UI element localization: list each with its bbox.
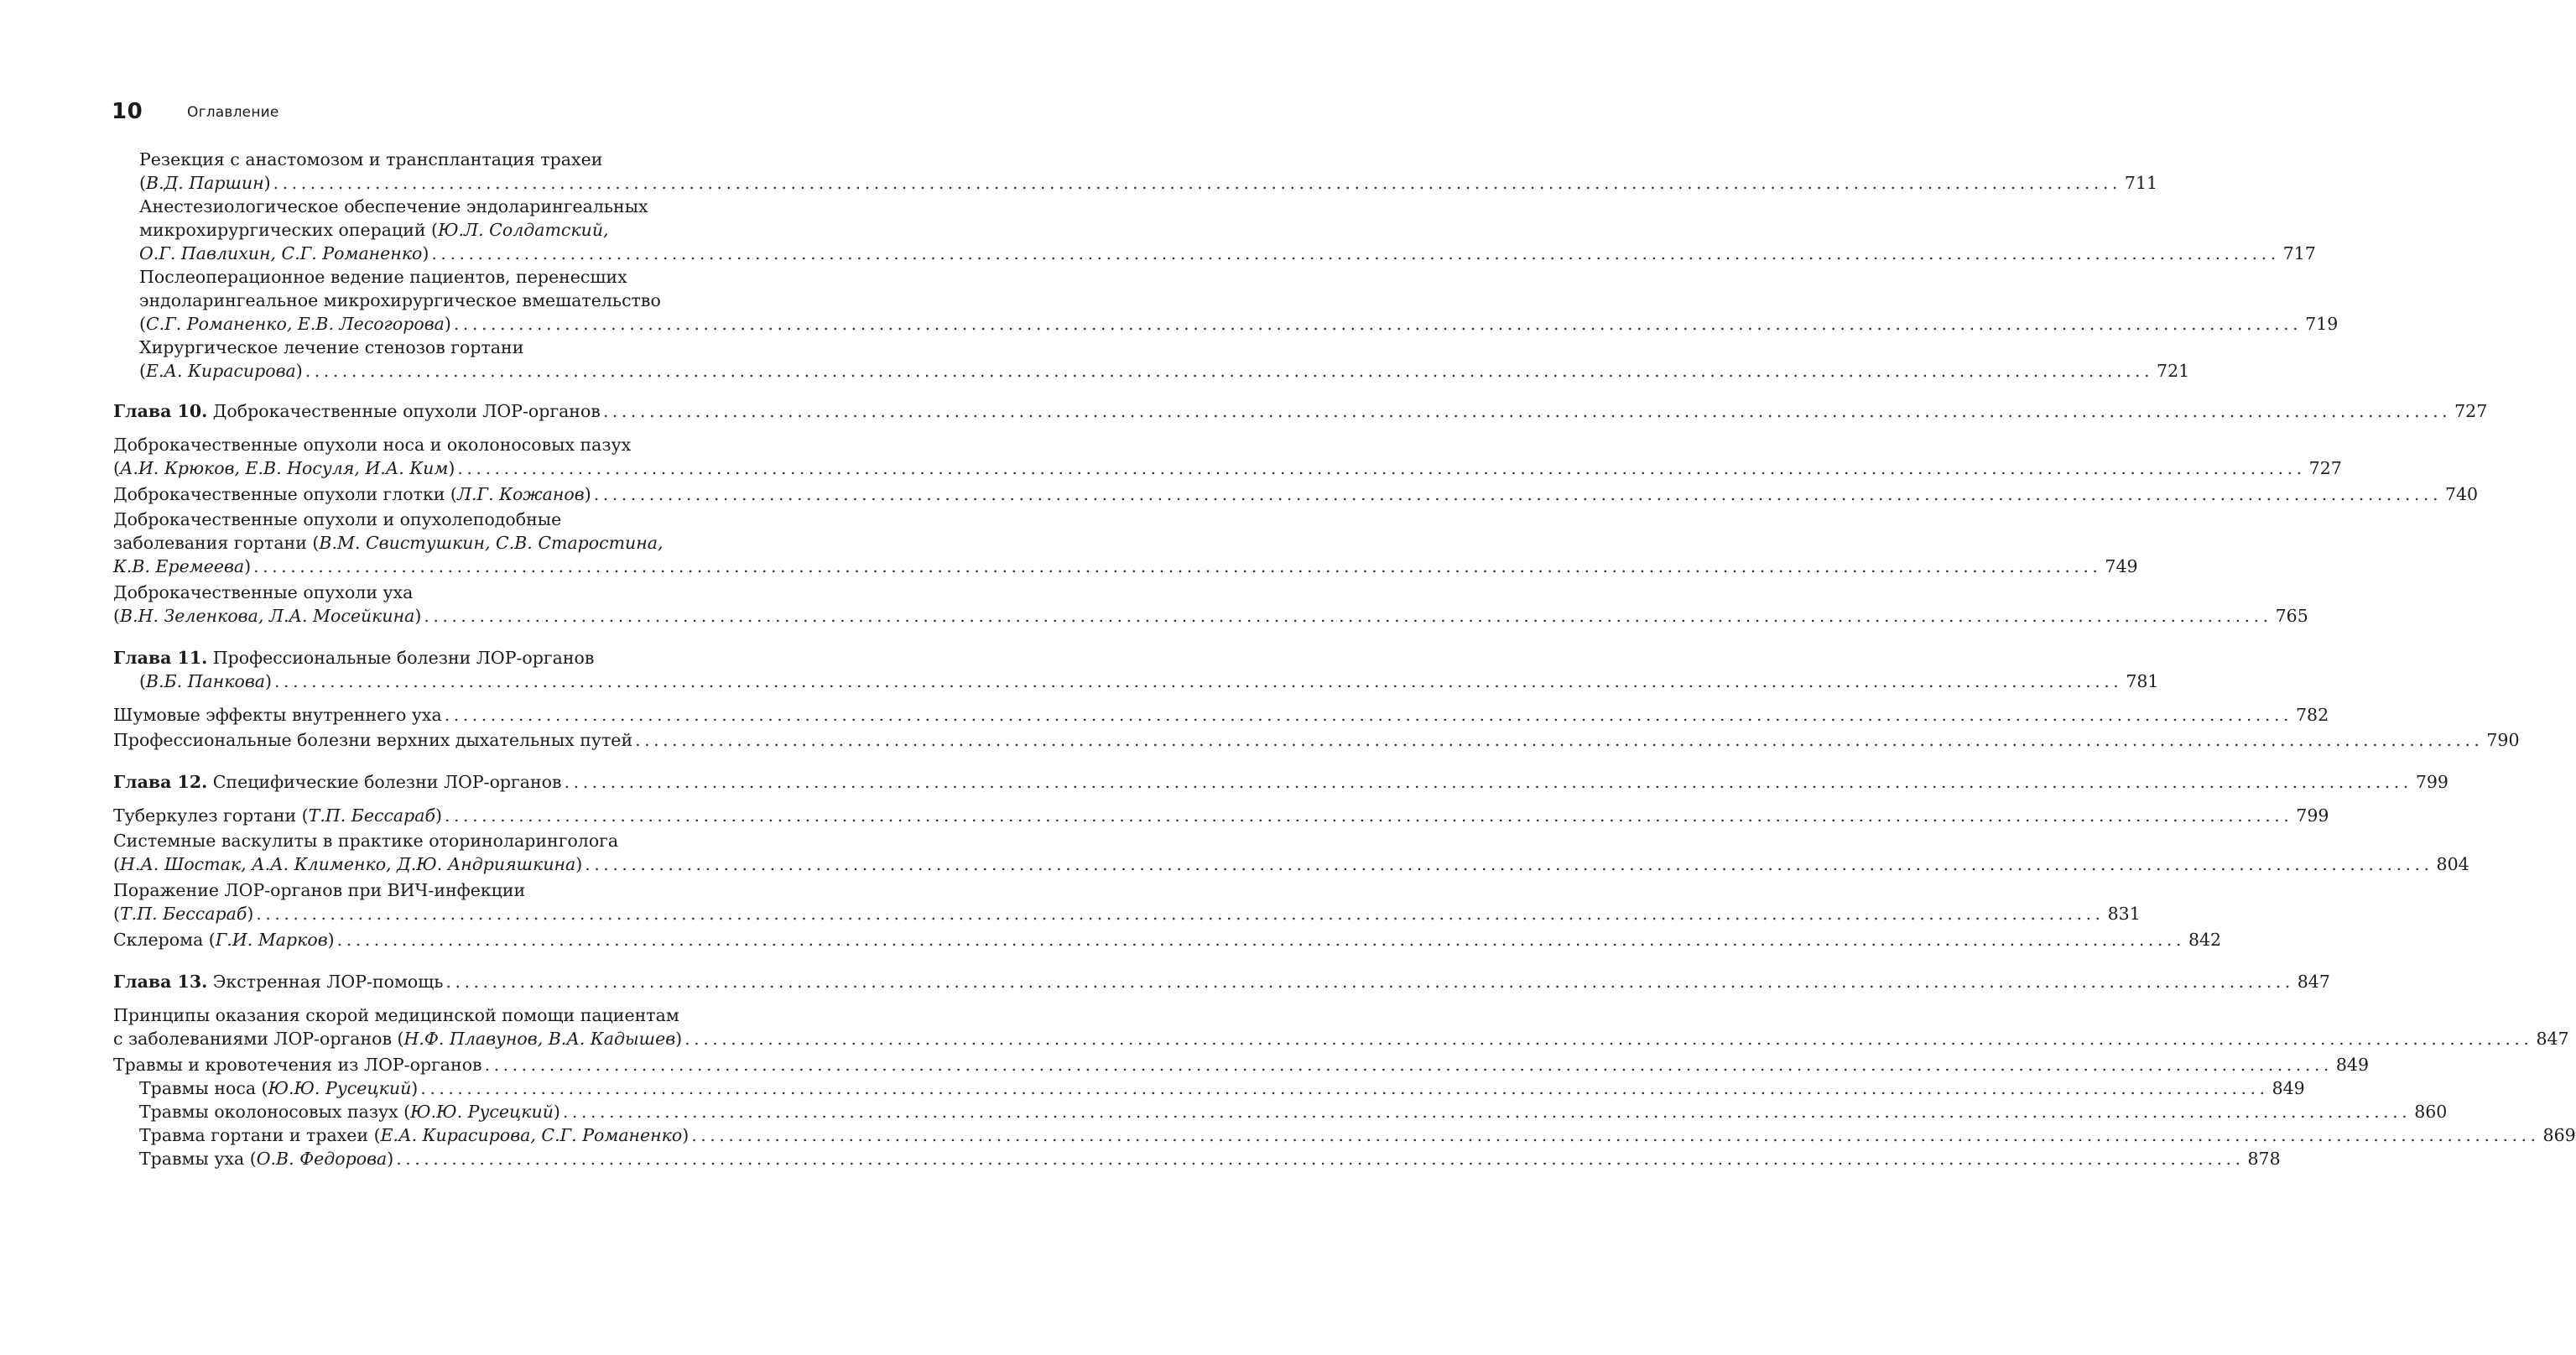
toc-line (113, 433, 745, 456)
toc-line (113, 970, 2330, 993)
entry-title: ( (113, 854, 120, 874)
author-names: Е.А. Кирасирова, С.Г. Романенко (380, 1125, 683, 1145)
chapter-label: Глава 13. (113, 972, 208, 992)
entry-title: с заболеваниями ЛОР-органов ( (113, 1029, 404, 1049)
entry-title: Резекция с анастомозом и трансплантация трахеи (139, 149, 603, 169)
dot-leader: ........................................................................................................................................................................................................ (684, 1029, 2533, 1049)
author-names: Ю.Л. Солдатский, (438, 220, 609, 240)
entry-title: Доброкачественные опухоли глотки ( (113, 484, 457, 504)
toc-page-number: 765 (2275, 606, 2308, 626)
dot-leader: ........................................................................................................................................................................................................ (564, 772, 2412, 792)
dot-leader: ........................................................................................................................................................................................................ (420, 1078, 2269, 1098)
toc-line (139, 312, 2339, 336)
toc-page-number: 799 (2296, 805, 2329, 826)
toc-entry-text (113, 1003, 679, 1027)
entry-title: Доброкачественные опухоли уха (113, 582, 414, 602)
toc-line (113, 399, 2488, 423)
toc-entry-text (113, 482, 591, 506)
toc-line (113, 829, 745, 852)
toc-page-number: 804 (2436, 854, 2469, 874)
toc-line (113, 646, 745, 670)
toc-line (113, 804, 2329, 827)
entry-title: Склерома ( (113, 930, 216, 950)
entry-title: ) (553, 1102, 560, 1122)
toc-page-number: 749 (2105, 556, 2138, 576)
toc-line (113, 604, 2308, 628)
dot-leader: ........................................................................................................................................................................................................ (453, 314, 2303, 334)
toc-line (113, 703, 2329, 727)
entry-title: ( (139, 173, 146, 193)
entry-title: Специфические болезни ЛОР-органов (207, 772, 562, 792)
toc-entry-text (139, 289, 661, 312)
entry-title: ( (139, 314, 146, 334)
toc-line (139, 242, 2316, 265)
toc-line (139, 1076, 2305, 1100)
toc-page-number: 860 (2414, 1102, 2448, 1122)
toc-line (113, 1053, 2370, 1076)
toc-entry-text (113, 531, 664, 555)
toc-entry-text (139, 218, 609, 242)
toc-entry-text (139, 1123, 689, 1147)
entry-title: ) (247, 904, 254, 924)
entry-title: Доброкачественные опухоли ЛОР-органов (207, 401, 601, 421)
dot-leader: ........................................................................................................................................................................................................ (691, 1125, 2540, 1145)
dot-leader: ........................................................................................................................................................................................................ (457, 458, 2306, 478)
toc-page-number: 849 (2272, 1078, 2305, 1098)
author-names: К.В. Еремеева (113, 556, 245, 576)
dot-leader: ........................................................................................................................................................................................................ (396, 1149, 2245, 1169)
toc-line (113, 852, 2469, 876)
toc-entry-text (113, 703, 442, 727)
chapter-label: Глава 12. (113, 772, 208, 792)
author-names: В.Д. Паршин (146, 173, 264, 193)
toc-page-number: 727 (2454, 401, 2488, 421)
toc-line (139, 148, 745, 171)
toc-page-number: 842 (2188, 930, 2222, 950)
entry-title: Туберкулез гортани ( (113, 805, 309, 826)
author-names: А.И. Крюков, Е.В. Носуля, И.А. Ким (120, 458, 449, 478)
entry-title: ) (295, 361, 303, 381)
toc-entry-text (113, 804, 442, 827)
dot-leader: ........................................................................................................................................................................................................ (431, 243, 2280, 263)
dot-leader: ........................................................................................................................................................................................................ (274, 671, 2123, 691)
toc-entry-text (113, 604, 421, 628)
toc-entry-text (139, 1147, 393, 1170)
toc-page-number: 847 (2536, 1029, 2569, 1049)
entry-title: ) (244, 556, 252, 576)
dot-leader: ........................................................................................................................................................................................................ (253, 556, 2102, 576)
toc-line (113, 928, 2222, 951)
toc-line (113, 1027, 2569, 1050)
toc-page-number: 869 (2542, 1125, 2576, 1145)
toc-entry-text (113, 728, 632, 752)
toc-line (139, 171, 2158, 195)
author-names: С.Г. Романенко, Е.В. Лесогорова (146, 314, 445, 334)
entry-title: ( (113, 458, 120, 478)
dot-leader: ........................................................................................................................................................................................................ (445, 805, 2293, 826)
toc-entry-text (113, 829, 618, 852)
entry-title: ) (675, 1029, 683, 1049)
author-names: В.М. Свистушкин, С.В. Старостина, (319, 533, 664, 553)
toc-line (139, 1123, 2576, 1147)
entry-title: ( (113, 606, 120, 626)
toc-line (113, 482, 2479, 506)
toc-entry-text (113, 399, 601, 423)
toc-page-number: 781 (2126, 671, 2159, 691)
author-names: Л.Г. Кожанов (456, 484, 585, 504)
toc-line (113, 555, 2138, 578)
entry-title: Хирургическое лечение стенозов гортани (139, 337, 524, 357)
author-names: Т.П. Бессараб (308, 805, 436, 826)
toc-entry-text (113, 1053, 482, 1076)
author-names: Н.Ф. Плавунов, В.А. Кадышев (403, 1029, 676, 1049)
toc-entry-text (113, 770, 562, 794)
toc-entry-text (113, 555, 251, 578)
toc-line (113, 531, 745, 555)
toc-page-number: 711 (2124, 173, 2158, 193)
toc-page-number: 727 (2308, 458, 2342, 478)
toc-line (139, 336, 745, 359)
toc-entry-text (139, 336, 523, 359)
toc-page-number: 849 (2335, 1055, 2370, 1075)
dot-leader: ........................................................................................................................................................................................................ (273, 173, 2121, 193)
toc-page-number: 847 (2297, 972, 2330, 992)
toc-line (113, 902, 2141, 925)
entry-title: ) (263, 173, 271, 193)
entry-title: ) (327, 930, 335, 950)
entry-title: заболевания гортани ( (113, 533, 320, 553)
entry-title: Послеоперационное ведение пациентов, перенесших (139, 267, 627, 287)
toc-entry-text (139, 148, 602, 171)
author-names: Ю.Ю. Русецкий (410, 1102, 554, 1122)
dot-leader: ........................................................................................................................................................................................................ (635, 730, 2484, 750)
entry-title: ) (265, 671, 273, 691)
entry-title: ) (584, 484, 591, 504)
toc-entry-text (139, 265, 627, 289)
toc-line (113, 456, 2342, 480)
toc-page-number: 717 (2282, 243, 2316, 263)
entry-title: ) (448, 458, 455, 478)
author-names: О.Г. Павлихин, С.Г. Романенко (139, 243, 423, 263)
chapter-label: Глава 10. (113, 401, 208, 421)
dot-leader: ........................................................................................................................................................................................................ (562, 1102, 2412, 1122)
entry-title: Профессиональные болезни верхних дыхательных путей (113, 730, 633, 750)
entry-title: Травмы носа ( (139, 1078, 268, 1098)
toc-entry-text (139, 312, 451, 336)
entry-title: Травмы уха ( (139, 1149, 257, 1169)
entry-title: ( (139, 361, 146, 381)
toc-line (139, 670, 2159, 693)
toc-line (113, 770, 2449, 794)
entry-title: ) (575, 854, 583, 874)
toc-entry-text (113, 970, 443, 993)
toc-entry-text (139, 195, 648, 218)
toc-line (139, 195, 745, 218)
toc-line (139, 359, 2190, 383)
entry-title: Поражение ЛОР-органов при ВИЧ-инфекции (113, 880, 526, 900)
dot-leader: ........................................................................................................................................................................................................ (484, 1055, 2333, 1075)
dot-leader: ........................................................................................................................................................................................................ (304, 361, 2154, 381)
entry-title: ) (422, 243, 429, 263)
entry-title: Травмы околоносовых пазух ( (139, 1102, 411, 1122)
toc-entry-text (113, 1027, 682, 1050)
dot-leader: ........................................................................................................................................................................................................ (424, 606, 2272, 626)
toc-entry-text (139, 1100, 560, 1123)
entry-title: ) (444, 314, 451, 334)
dot-leader: ........................................................................................................................................................................................................ (602, 401, 2452, 421)
toc-page-number: 790 (2486, 730, 2520, 750)
dot-leader: ........................................................................................................................................................................................................ (336, 930, 2185, 950)
toc-line (139, 1100, 2448, 1123)
toc-entry-text (113, 902, 253, 925)
toc-line (139, 289, 745, 312)
toc-entry-text (113, 508, 561, 531)
entry-title: ) (411, 1078, 419, 1098)
entry-title: ) (682, 1125, 690, 1145)
running-title: Оглавление (187, 104, 279, 121)
page-number: 10 (112, 99, 143, 124)
entry-title: ( (113, 904, 120, 924)
entry-title: Шумовые эффекты внутреннего уха (113, 705, 442, 725)
author-names: О.В. Федорова (256, 1149, 388, 1169)
author-names: Т.П. Бессараб (120, 904, 247, 924)
entry-title: микрохирургических операций ( (139, 220, 439, 240)
dot-leader: ........................................................................................................................................................................................................ (256, 904, 2105, 924)
chapter-label: Глава 11. (113, 648, 208, 668)
entry-title: Анестезиологическое обеспечение эндоларингеальных (139, 196, 648, 216)
dot-leader: ........................................................................................................................................................................................................ (445, 972, 2294, 992)
entry-title: ) (387, 1149, 394, 1169)
toc-page-number: 831 (2107, 904, 2141, 924)
toc-line (113, 728, 2520, 752)
toc-entry-text (139, 670, 272, 693)
toc-entry-text (139, 171, 271, 195)
toc-page-number: 719 (2305, 314, 2339, 334)
toc-line (113, 1003, 745, 1027)
toc-page-number: 799 (2415, 772, 2449, 792)
toc-page-number: 878 (2247, 1149, 2281, 1169)
entry-title: ) (414, 606, 422, 626)
toc-line (113, 581, 745, 604)
toc-entry-text (113, 581, 413, 604)
author-names: Н.А. Шостак, А.А. Клименко, Д.Ю. Андрияшкина (120, 854, 576, 874)
toc-entry-text (113, 928, 335, 951)
entry-title: ( (139, 671, 146, 691)
entry-title: ) (435, 805, 443, 826)
toc-line (139, 1147, 2281, 1170)
toc-entry-text (113, 878, 525, 902)
toc-page-number: 721 (2157, 361, 2190, 381)
entry-title: Травма гортани и трахеи ( (139, 1125, 381, 1145)
toc-entry-text (113, 433, 631, 456)
author-names: Г.И. Марков (215, 930, 328, 950)
toc-entry-text (113, 646, 594, 670)
entry-title: Экстренная ЛОР-помощь (207, 972, 444, 992)
entry-title: эндоларингеальное микрохирургическое вмешательство (139, 290, 661, 310)
dot-leader: ........................................................................................................................................................................................................ (585, 854, 2433, 874)
toc-page-number: 740 (2444, 484, 2479, 504)
entry-title: Доброкачественные опухоли носа и околоносовых пазух (113, 435, 632, 455)
entry-title: Травмы и кровотечения из ЛОР-органов (113, 1055, 482, 1075)
toc-line (113, 878, 745, 902)
toc-entry-text (113, 456, 455, 480)
entry-title: Доброкачественные опухоли и опухолеподобные (113, 509, 562, 529)
toc-entry-text (139, 359, 303, 383)
entry-title: Принципы оказания скорой медицинской помощи пациентам (113, 1005, 679, 1025)
toc-line (139, 265, 745, 289)
author-names: Ю.Ю. Русецкий (268, 1078, 412, 1098)
entry-title: Системные васкулиты в практике оториноларинголога (113, 831, 619, 851)
dot-leader: ........................................................................................................................................................................................................ (593, 484, 2442, 504)
toc-entry-text (139, 242, 429, 265)
dot-leader: ........................................................................................................................................................................................................ (444, 705, 2292, 725)
toc-line (113, 508, 745, 531)
toc-entry-text (113, 852, 582, 876)
author-names: В.Б. Панкова (146, 671, 266, 691)
toc-entry-text (139, 1076, 418, 1100)
toc-line (139, 218, 745, 242)
author-names: В.Н. Зеленкова, Л.А. Мосейкина (120, 606, 415, 626)
entry-title: Профессиональные болезни ЛОР-органов (207, 648, 595, 668)
toc-page-number: 782 (2295, 705, 2329, 725)
author-names: Е.А. Кирасирова (146, 361, 296, 381)
